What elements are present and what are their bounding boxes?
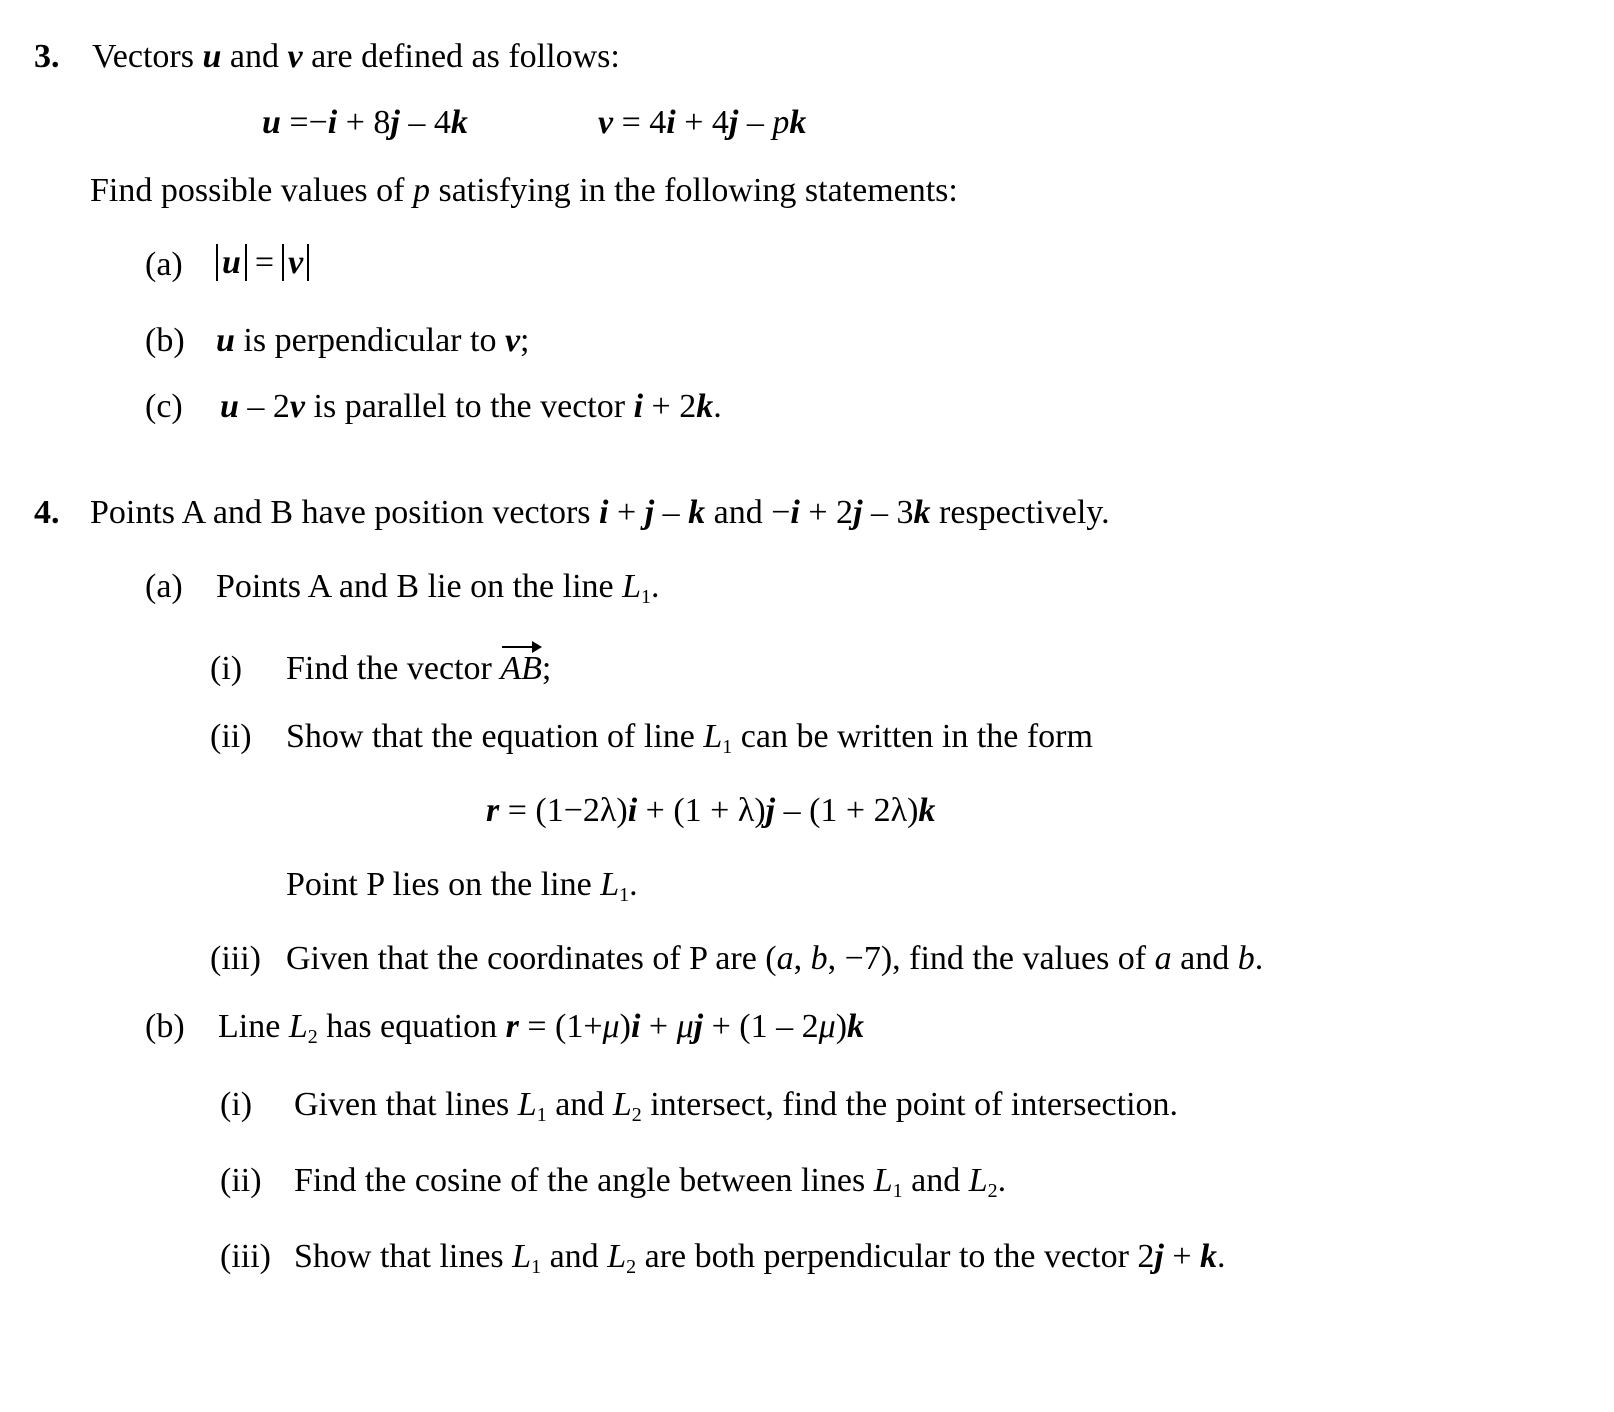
q3-part-c-statement: u – 2v is parallel to the vector i + 2k. bbox=[220, 388, 722, 425]
vector-u-definition: u =−i + 8j – 4k bbox=[262, 104, 468, 141]
q3-part-b-statement: u is perpendicular to v; bbox=[216, 322, 530, 359]
q4-b-i-statement: Given that lines $L_1$ and $L_2$ intersect, find the point of intersection. bbox=[294, 1086, 1179, 1126]
q4-part-b-statement: Line $L_2$ has equation r = (1+μ)i + μj + (1 – 2μ)k bbox=[218, 1008, 865, 1048]
q3-part-a-label: (a) bbox=[145, 246, 183, 283]
q4-a-iii-label: (iii) bbox=[210, 940, 261, 977]
q4-a-i-label: (i) bbox=[210, 650, 243, 687]
q4-a-iii-statement: Given that the coordinates of P are (a, b, −7), find the values of a and b. bbox=[286, 940, 1264, 977]
line-L1-equation: r = (1−2λ)i + (1 + λ)j – (1 + 2λ)k bbox=[486, 792, 936, 829]
question-3-prompt: Find possible values of p satisfying in the following statements: bbox=[90, 172, 958, 209]
q4-part-b-label: (b) bbox=[145, 1008, 185, 1045]
q4-b-ii-label: (ii) bbox=[220, 1162, 262, 1199]
q3-part-b-label: (b) bbox=[145, 322, 185, 359]
question-4-intro: Points A and B have position vectors i + j – k and −i + 2j – 3k respectively. bbox=[90, 494, 1110, 531]
question-3-intro: Vectors u and v are defined as follows: bbox=[92, 38, 620, 75]
vector-v-definition: v = 4i + 4j – pk bbox=[598, 104, 807, 141]
q4-part-a-label: (a) bbox=[145, 568, 183, 605]
q4-b-ii-statement: Find the cosine of the angle between lines $L_1$ and $L_2$. bbox=[294, 1162, 1007, 1202]
question-4-number: 4. bbox=[34, 494, 60, 531]
q3-part-c-label: (c) bbox=[145, 388, 183, 425]
q4-b-i-label: (i) bbox=[220, 1086, 253, 1123]
point-P-statement: Point P lies on the line $L_1$. bbox=[286, 866, 638, 906]
question-3-number: 3. bbox=[34, 38, 60, 75]
magnitude-u: u bbox=[216, 244, 247, 281]
q4-a-ii-label: (ii) bbox=[210, 718, 252, 755]
q4-b-iii-label: (iii) bbox=[220, 1238, 271, 1275]
q4-a-i-statement: Find the vector AB; bbox=[286, 650, 552, 687]
q3-part-a-statement: u = v bbox=[216, 244, 309, 281]
magnitude-v: v bbox=[282, 244, 309, 281]
q4-part-a-statement: Points A and B lie on the line $L_1$. bbox=[216, 568, 660, 608]
vector-AB: AB bbox=[500, 650, 542, 687]
q4-a-ii-statement: Show that the equation of line $L_1$ can be written in the form bbox=[286, 718, 1093, 758]
q4-b-iii-statement: Show that lines $L_1$ and $L_2$ are both perpendicular to the vector 2j + k. bbox=[294, 1238, 1226, 1278]
